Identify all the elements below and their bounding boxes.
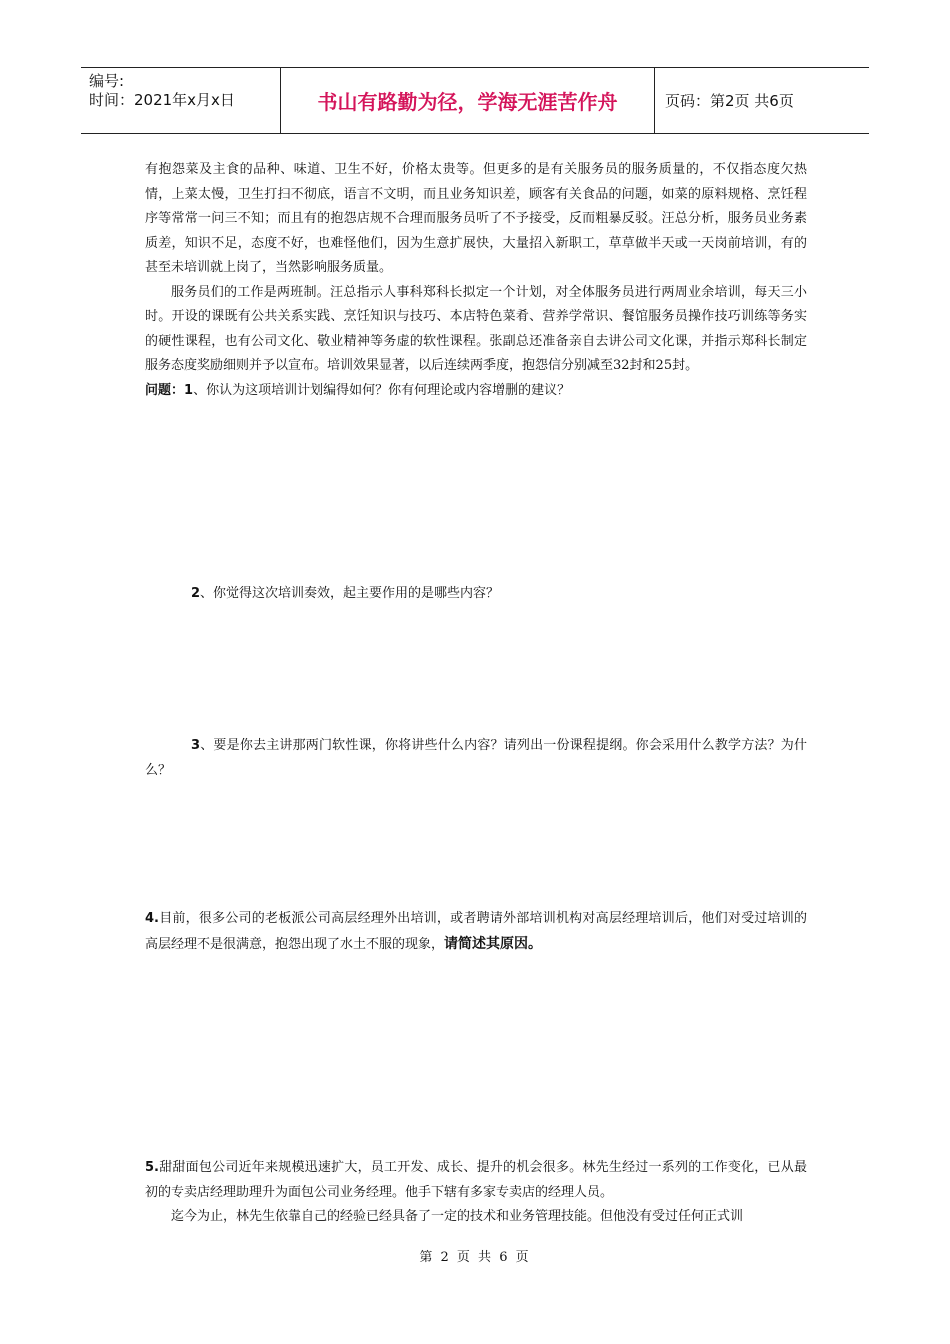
case-paragraph-2: 服务员们的工作是两班制。汪总指示人事科郑科长拟定一个计划，对全体服务员进行两周业余培训，每天三小时。开设的课既有公共关系实践、烹饪知识与技巧、本店特色菜肴、营养学常识、餐馆服务员操作技巧训练等务实的硬性课程，也有公司文化、敬业精神等务虚的软性课程。张副总还准备亲自去讲公司文化课，并指示郑科长制定服务态度奖励细则并予以宣布。培训效果显著，以后连续两季度，抱怨信分别减至32封和25封。 xyxy=(145,284,807,373)
question-2-number: 2 xyxy=(191,586,201,601)
header-left-cell xyxy=(81,68,281,133)
question-3-text: 、要是你去主讲那两门软性课，你将讲些什么内容？请列出一份课程提纲。你会采用什么教学方法？为什么？ xyxy=(145,738,807,778)
item-4-emphasis: 请简述其原因。 xyxy=(444,935,543,952)
number-label: 编号: xyxy=(89,72,125,90)
question-3-number: 3 xyxy=(191,738,201,753)
question-3 xyxy=(145,734,807,783)
page-footer: 第 2 页 共 6 页 xyxy=(419,1250,531,1265)
item-5-text: 甜甜面包公司近年来规模迅速扩大，员工开发、成长、提升的机会很多。林先生经过一系列的工作变化，已从最初的专卖店经理助理升为面包公司业务经理。他手下辖有多家专卖店的经理人员。 xyxy=(145,1160,807,1200)
header-table xyxy=(81,67,869,134)
question-1-text: 、你认为这项培训计划编得如何？你有何理论或内容增删的建议？ xyxy=(193,382,571,398)
item-4-number: 4. xyxy=(145,911,159,926)
question-1-number: 1 xyxy=(184,382,194,398)
question-2 xyxy=(145,582,807,607)
question-2-text: 、你觉得这次培训奏效，起主要作用的是哪些内容？ xyxy=(200,586,500,601)
item-5-number: 5. xyxy=(145,1160,159,1175)
item-5 xyxy=(145,1156,807,1230)
item-4-text: 目前，很多公司的老板派公司高层经理外出培训，或者聘请外部培训机构对高层经理培训后，他们对受过培训的高层经理不是很满意，抱怨出现了水土不服的现象， xyxy=(145,911,807,952)
motto: 书山有路勤为径，学海无涯苦作舟 xyxy=(281,68,655,133)
item-4 xyxy=(145,907,807,957)
page-label: 页码：第2页 共6页 xyxy=(665,92,794,110)
question-1 xyxy=(145,379,807,404)
item-5-text-2: 迄今为止，林先生依靠自己的经验已经具备了一定的技术和业务管理技能。但他没有受过任何正式训 xyxy=(171,1209,744,1224)
case-paragraph-1: 有抱怨菜及主食的品种、味道、卫生不好，价格太贵等。但更多的是有关服务员的服务质量的，不仅指态度欠热情，上菜太慢，卫生打扫不彻底，语言不文明，而且业务知识差，顾客有关食品的问题，如菜的原料规格、烹饪程序等常常一问三不知；而且有的抱怨店规不合理而服务员听了不予接受，反而粗暴反驳。汪总分析，服务员业务素质差，知识不足，态度不好，也难怪他们，因为生意扩展快，大量招入新职工，草草做半天或一天岗前培训，有的甚至未培训就上岗了，当然影响服务质量。 xyxy=(145,162,807,275)
questions-label: 问题： xyxy=(145,382,185,398)
case-text xyxy=(145,158,807,403)
time-label: 时间：2021年x月x日 xyxy=(89,91,235,109)
